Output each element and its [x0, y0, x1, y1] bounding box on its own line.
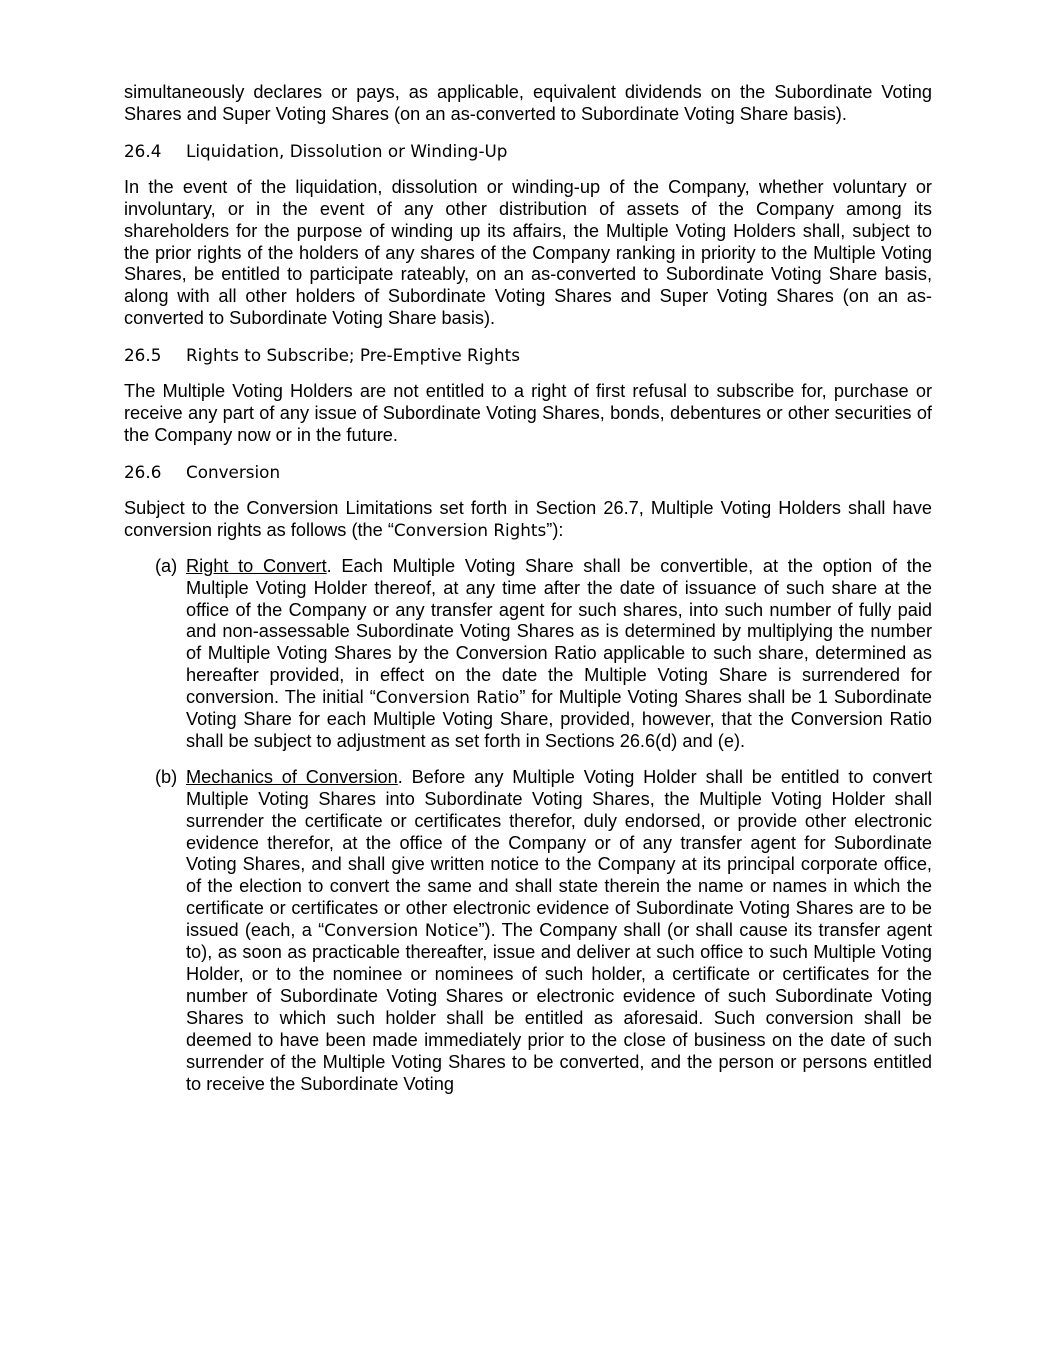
subsection-text: ”). The Company shall (or shall cause its transfer agent to), as soon as practicable thereafter, issue and deliver at such office to such Multiple Voting Holder, or to the nominee or nominees of such holder, a certificate or certificates for the number of Subordinate Voting Shares or electronic evidence of such Subordinate Voting Shares to which such holder shall be entitled as aforesaid. Such conversion shall be deemed to have been made immediately prior to the close of business on the date of such surrender of the Multiple Voting Shares to be converted, and the person or persons entitled to receive the Subordinate Voting	[186, 920, 933, 1094]
section-number: 26.5	[124, 345, 162, 366]
section-title: Rights to Subscribe; Pre-Emptive Rights	[186, 345, 520, 366]
subsection-text: ” for Multiple Voting Shares shall be 1 Subordinate Voting Share for each Multiple Voting Share, provided, however, that the Conversion Ratio shall be subject to adjustment as set forth in Sections 26.6(d) and (e).	[186, 687, 932, 751]
subsection-label: (a)	[155, 555, 178, 576]
section-26-4-body: In the event of the liquidation, dissolution or winding-up of the Company, whether voluntary or involuntary, or in the event of any other distribution of assets of the Company among its shareholders for the purpose of winding up its affairs, the Multiple Voting Holders shall, subject to the prior rights of the holders of any shares of the Company ranking in priority to the Multiple Voting Shares, be entitled to participate rateably, on an as-converted to Subordinate Voting Share basis, along with all other holders of Subordinate Voting Shares and Super Voting Shares (on an as-converted to Subordinate Voting Share basis).	[124, 176, 932, 329]
section-title: Liquidation, Dissolution or Winding-Up	[186, 140, 508, 161]
section-heading-26-4	[124, 140, 932, 162]
section-heading-26-5	[124, 344, 932, 366]
subsection-heading: Mechanics of Conversion	[186, 766, 398, 787]
body-text: ”):	[546, 519, 564, 540]
subsection-label: (b)	[155, 766, 178, 787]
section-number: 26.4	[124, 140, 162, 161]
section-26-5-body: The Multiple Voting Holders are not entitled to a right of first refusal to subscribe for, purchase or receive any part of any issue of Subordinate Voting Shares, bonds, debentures or other securities of the Company now or in the future.	[124, 381, 932, 445]
defined-term: Conversion Ratio	[375, 687, 520, 708]
defined-term: Conversion Notice	[324, 920, 479, 941]
subsection-a	[124, 556, 932, 753]
document-page	[124, 82, 932, 1109]
subsection-heading: Right to Convert	[186, 555, 327, 576]
section-heading-26-6	[124, 461, 932, 483]
section-number: 26.6	[124, 461, 162, 482]
intro-paragraph: simultaneously declares or pays, as applicable, equivalent dividends on the Subordinate Voting Shares and Super Voting Shares (on an as-converted to Subordinate Voting Share basis).	[124, 82, 932, 124]
defined-term: Conversion Rights	[393, 519, 547, 540]
subsection-text: . Before any Multiple Voting Holder shall be entitled to convert Multiple Voting Shares into Subordinate Voting Shares, the Multiple Voting Holder shall surrender the certificate or certificates therefor, duly endorsed, or provide other electronic evidence therefor, at the office of the Company or of any transfer agent for Subordinate Voting Shares, and shall give written notice to the Company at its principal corporate office, of the election to convert the same and shall state therein the name or names in which the certificate or certificates or other electronic evidence of Subordinate Voting Shares are to be issued (each, a “	[186, 766, 933, 941]
section-title: Conversion	[186, 461, 281, 482]
body-text: Subject to the Conversion Limitations set forth in Section 26.7, Multiple Voting Holders shall have conversion rights as follows (the “	[124, 497, 932, 540]
subsection-b	[124, 767, 932, 1096]
section-26-6-body	[124, 498, 932, 542]
subsection-text: . Each Multiple Voting Share shall be convertible, at the option of the Multiple Voting Holder thereof, at any time after the date of issuance of such share at the office of the Company or any transfer agent for such shares, into such number of fully paid and non-assessable Subordinate Voting Shares as is determined by multiplying the number of Multiple Voting Shares by the Conversion Ratio applicable to such share, determined as hereafter provided, in effect on the date the Multiple Voting Share is surrendered for conversion. The initial “	[186, 555, 932, 708]
